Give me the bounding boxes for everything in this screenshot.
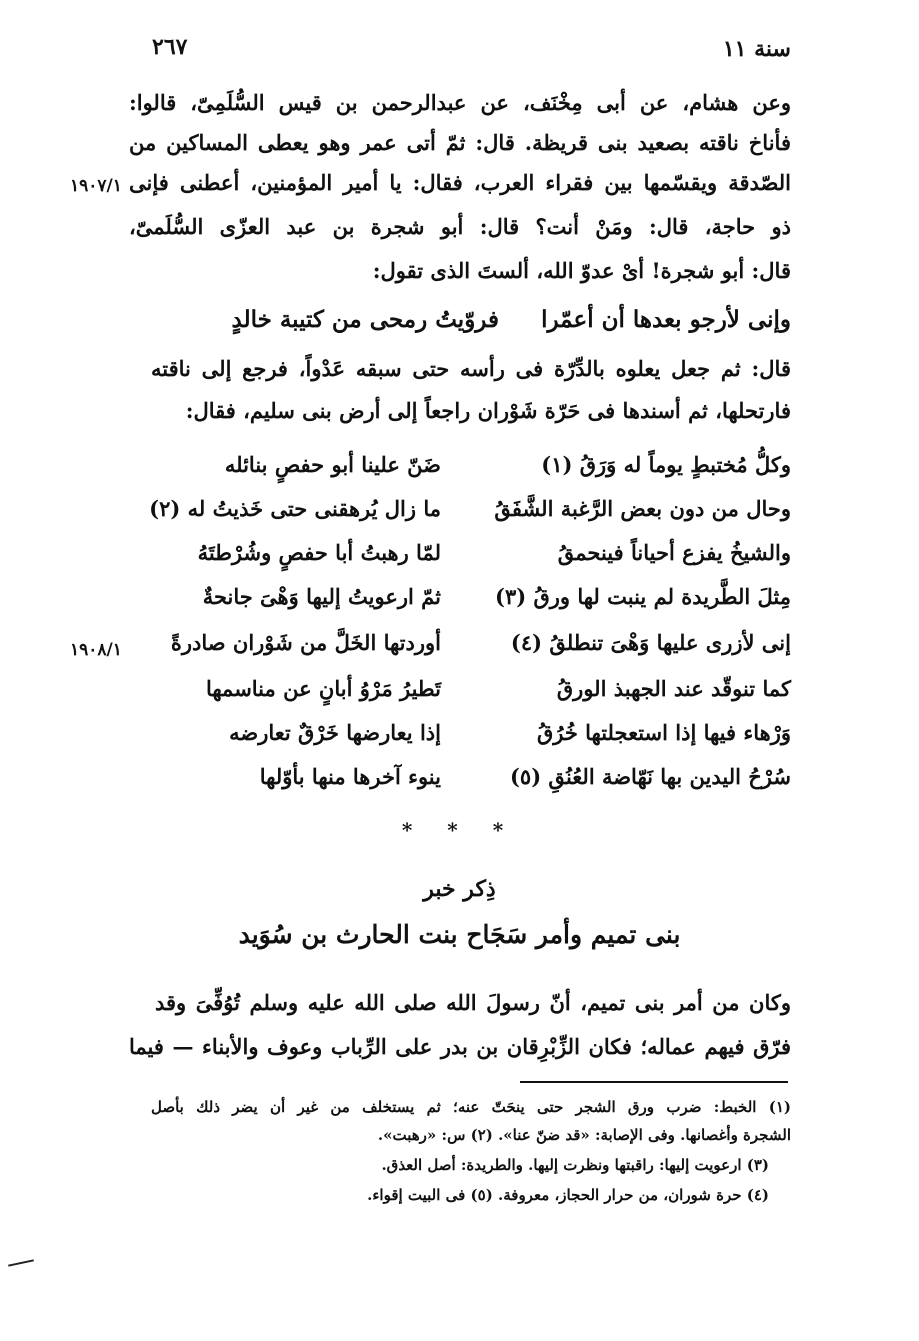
text-line: فأناخ ناقته بصعيد بنى قريظة. قال: ثمّ أتى عمر وهو يعطى المساكين من bbox=[129, 130, 791, 155]
footnote-line: الشجرة وأغصانها. وفى الإصابة: «قد ضنّ عنا». (٢) س: «رهبت». bbox=[377, 1126, 791, 1144]
footnote-line: (١) الخبط: ضرب ورق الشجر حتى ينحَتّ عنه؛ ثم يستخلف من غير أن يضر ذلك بأصل bbox=[151, 1098, 791, 1116]
running-header-year: سنة ١١ bbox=[722, 36, 791, 62]
margin-reference: ١٩٠٨/١ bbox=[70, 640, 122, 660]
text-line: قال: أبو شجرة! أىْ عدوّ الله، ألستَ الذى تقول: bbox=[372, 258, 791, 283]
text-line: فرّق فيهم عماله؛ فكان الزِّبْرِقان بن بدر على الرِّباب وعوف والأبناء — فيما bbox=[129, 1034, 791, 1059]
poem-hemistich-left: والشيخُ يفزع أحياناً فينحمقُ bbox=[557, 540, 791, 565]
text-line: قال: ثم جعل يعلوه بالدِّرّة فى رأسه حتى سبقه عَدْواً، فرجع إلى ناقته bbox=[151, 356, 791, 381]
text-line: وعن هشام، عن أبى مِخْنَف، عن عبدالرحمن بن قيس السُّلَمِىّ، قالوا: bbox=[129, 90, 791, 115]
poem-hemistich-left: كما تنوقّد عند الجهبذ الورقُ bbox=[556, 676, 791, 701]
scan-mark bbox=[8, 1259, 34, 1266]
poem-hemistich-left: مِثلَ الطَّريدة لم ينبت لها ورقُ (٣) bbox=[495, 584, 791, 609]
text-line: وكان من أمر بنى تميم، أنّ رسولَ الله صلى الله عليه وسلم تُوُفِّىَ وقد bbox=[155, 990, 791, 1015]
poem-hemistich-left: سُرْحُ اليدين بها نَهّاضة العُنُقِ (٥) bbox=[509, 764, 791, 789]
poem-hemistich-right: ضَنّ علينا أبو حفصٍ بنائله bbox=[224, 452, 441, 477]
poem-hemistich-left: وَرْهاء فيها إذا استعجلتها خُرُقُ bbox=[536, 720, 791, 745]
poem-hemistich-right: ينوء آخرها منها بأوّلها bbox=[259, 764, 441, 789]
page-number: ٢٦٧ bbox=[152, 34, 188, 60]
margin-reference: ١٩٠٧/١ bbox=[70, 176, 122, 196]
poem-hemistich-left: وحال من دون بعض الرَّغبة الشَّفَقُ bbox=[494, 496, 791, 521]
footnote-rule bbox=[520, 1081, 788, 1083]
poem-hemistich-right: إذا يعارضها خَرْقٌ تعارضه bbox=[229, 720, 441, 745]
verse-second-hemistich: فروّيتُ رمحى من كتيبة خالدٍ bbox=[231, 306, 499, 333]
poem-hemistich-right: لمّا رهبتُ أبا حفصٍ وشُرْطتَهُ bbox=[197, 540, 441, 565]
section-title-line1: ذِكر خبر bbox=[423, 876, 496, 902]
poem-hemistich-right: تَطيرُ مَرْوُ أبانٍ عن مناسمها bbox=[205, 676, 441, 701]
text-line: ذو حاجة، قال: ومَنْ أنت؟ قال: أبو شجرة بن عبد العزّى السُّلَمىّ، bbox=[129, 214, 791, 239]
section-separator: * * * bbox=[401, 818, 518, 842]
poem-hemistich-right: أوردتها الخَلَّ من شَوْران صادرةً bbox=[170, 630, 441, 655]
footnote-line: (٣) ارعويت إليها: راقبتها ونظرت إليها. والطريدة: أصل العذق. bbox=[381, 1156, 769, 1174]
poem-hemistich-left: إنى لأزرى عليها وَهْىَ تنطلقُ (٤) bbox=[510, 630, 791, 655]
poem-hemistich-left: وكلُّ مُختبطٍ يوماً له وَرَقُ (١) bbox=[541, 452, 791, 477]
text-line: الصّدقة ويقسّمها بين فقراء العرب، فقال: يا أمير المؤمنين، أعطنى فإنى bbox=[129, 170, 791, 195]
text-line: فارتحلها، ثم أسندها فى حَرّة شَوْران راجعاً إلى أرض بنى سليم، فقال: bbox=[185, 398, 791, 423]
poem-hemistich-right: ما زال يُرهقنى حتى خَذيتُ له (٢) bbox=[149, 496, 441, 521]
verse-first-hemistich: وإنى لأرجو بعدها أن أعمّرا bbox=[541, 306, 791, 333]
poem-hemistich-right: ثمّ ارعويتُ إليها وَهْىَ جانحةٌ bbox=[202, 584, 441, 609]
section-title-line2: بنى تميم وأمر سَجَاح بنت الحارث بن سُوَيد bbox=[238, 920, 681, 949]
footnote-line: (٤) حرة شوران، من حرار الحجاز، معروفة. (٥) فى البيت إقواء. bbox=[367, 1186, 769, 1204]
